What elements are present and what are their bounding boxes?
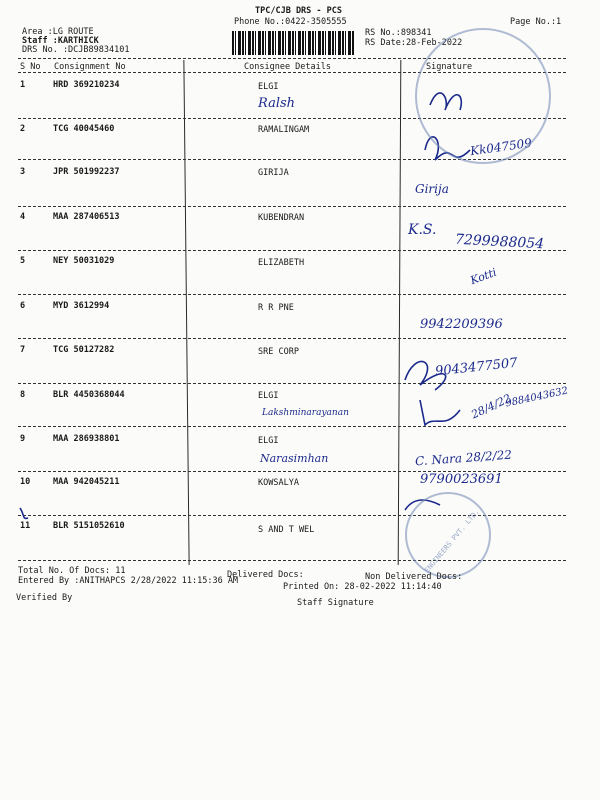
signature-row7 xyxy=(405,361,446,390)
rs-number: RS No.:898341 xyxy=(365,28,432,38)
printed-on: Printed On: 28-02-2022 11:14:40 xyxy=(283,582,442,592)
row-consignment: MAA 287406513 xyxy=(53,212,120,222)
rs-date: RS Date:28-Feb-2022 xyxy=(365,38,463,48)
handwriting-row7-phone: 9043477507 xyxy=(434,355,519,380)
handwriting-row1: Ralsh xyxy=(258,96,296,111)
row-sno: 3 xyxy=(20,167,26,177)
row-sno: 2 xyxy=(20,124,26,134)
row-sno: 10 xyxy=(20,477,31,487)
row-sno: 5 xyxy=(20,256,26,266)
handwriting-row9-phone: 9790023691 xyxy=(420,472,503,487)
mark-row11 xyxy=(20,508,28,518)
entered-by: Entered By :ANITHAPCS 2/28/2022 11:15:36 AM xyxy=(18,576,239,586)
row-consignment: BLR 4450368044 xyxy=(53,390,125,400)
row-sno: 7 xyxy=(20,345,26,355)
total-docs: Total No. Of Docs: 11 xyxy=(18,566,126,576)
handwriting-row6-name: Kotti xyxy=(468,265,499,288)
row-consignee: R R PNE xyxy=(258,303,294,313)
col-consignment: Consignment No xyxy=(54,62,126,72)
row-consignee: KOWSALYA xyxy=(258,478,299,488)
handwriting-row6-phone: 9942209396 xyxy=(420,317,503,332)
row-consignment: TCG 50127282 xyxy=(53,345,115,355)
page-number: Page No.:1 xyxy=(510,17,562,27)
handwriting-row9-signature: C. Nara 28/2/22 xyxy=(414,447,513,469)
signature-row8 xyxy=(420,400,460,425)
row-consignment: MAA 942045211 xyxy=(53,477,120,487)
row-consignment: NEY 50031029 xyxy=(53,256,115,266)
handwriting-row8-phone: 9884043632 xyxy=(504,385,570,410)
delivered-docs: Delivered Docs: xyxy=(227,570,304,580)
row-consignment: MYD 3612994 xyxy=(53,301,110,311)
row-sno: 6 xyxy=(20,301,26,311)
staff-label: Staff :KARTHICK xyxy=(22,36,99,46)
handwriting-row8-name: Lakshminarayanan xyxy=(262,408,349,418)
row-sno: 9 xyxy=(20,434,26,444)
row-consignment: JPR 501992237 xyxy=(53,167,120,177)
page-title: TPC/CJB DRS - PCS xyxy=(255,6,342,16)
row-consignment: MAA 286938801 xyxy=(53,434,120,444)
row-consignee: SRE CORP xyxy=(258,347,299,357)
row-consignee: ELGI xyxy=(258,391,279,401)
handwriting-row8-date: 28/4/22 xyxy=(469,391,514,422)
row-sno: 4 xyxy=(20,212,26,222)
col-sno: S No xyxy=(20,62,41,72)
company-stamp-bottom xyxy=(405,492,491,578)
row-consignment: HRD 369210234 xyxy=(53,80,120,90)
non-delivered-docs: Non Delivered Docs: xyxy=(365,572,463,582)
row-consignee: GIRIJA xyxy=(258,168,289,178)
col-signature: Signature xyxy=(426,62,473,72)
area-label: Area :LG ROUTE xyxy=(22,27,94,37)
row-sno: 1 xyxy=(20,80,26,90)
handwriting-row3: Girija xyxy=(415,182,449,196)
row-consignee: ELGI xyxy=(258,436,279,446)
row-consignee: ELIZABETH xyxy=(258,258,305,268)
verified-by: Verified By xyxy=(16,593,73,603)
row-consignee: RAMALINGAM xyxy=(258,125,310,135)
row-consignment: BLR 5151052610 xyxy=(53,521,125,531)
handwriting-row2: Kk047509 xyxy=(469,135,533,159)
stamp-text: ENGINEERS PVT. LTD. xyxy=(423,507,481,575)
row-consignee: S AND T WEL xyxy=(258,525,315,535)
handwriting-row4-phone: 7299988054 xyxy=(454,231,545,253)
row-consignee: KUBENDRAN xyxy=(258,213,305,223)
handwriting-row9-name: Narasimhan xyxy=(260,452,329,465)
row-sno: 11 xyxy=(20,521,31,531)
row-sno: 8 xyxy=(20,390,26,400)
row-consignment: TCG 40045460 xyxy=(53,124,115,134)
drs-number: DRS No. :DCJB89834101 xyxy=(22,45,130,55)
col-consignee: Consignee Details xyxy=(244,62,331,72)
staff-signature: Staff Signature xyxy=(297,598,374,608)
row-consignee: ELGI xyxy=(258,82,279,92)
company-stamp-top xyxy=(415,28,551,164)
phone-number: Phone No.:0422-3505555 xyxy=(234,17,347,27)
handwriting-row4-initials: K.S. xyxy=(408,222,437,238)
